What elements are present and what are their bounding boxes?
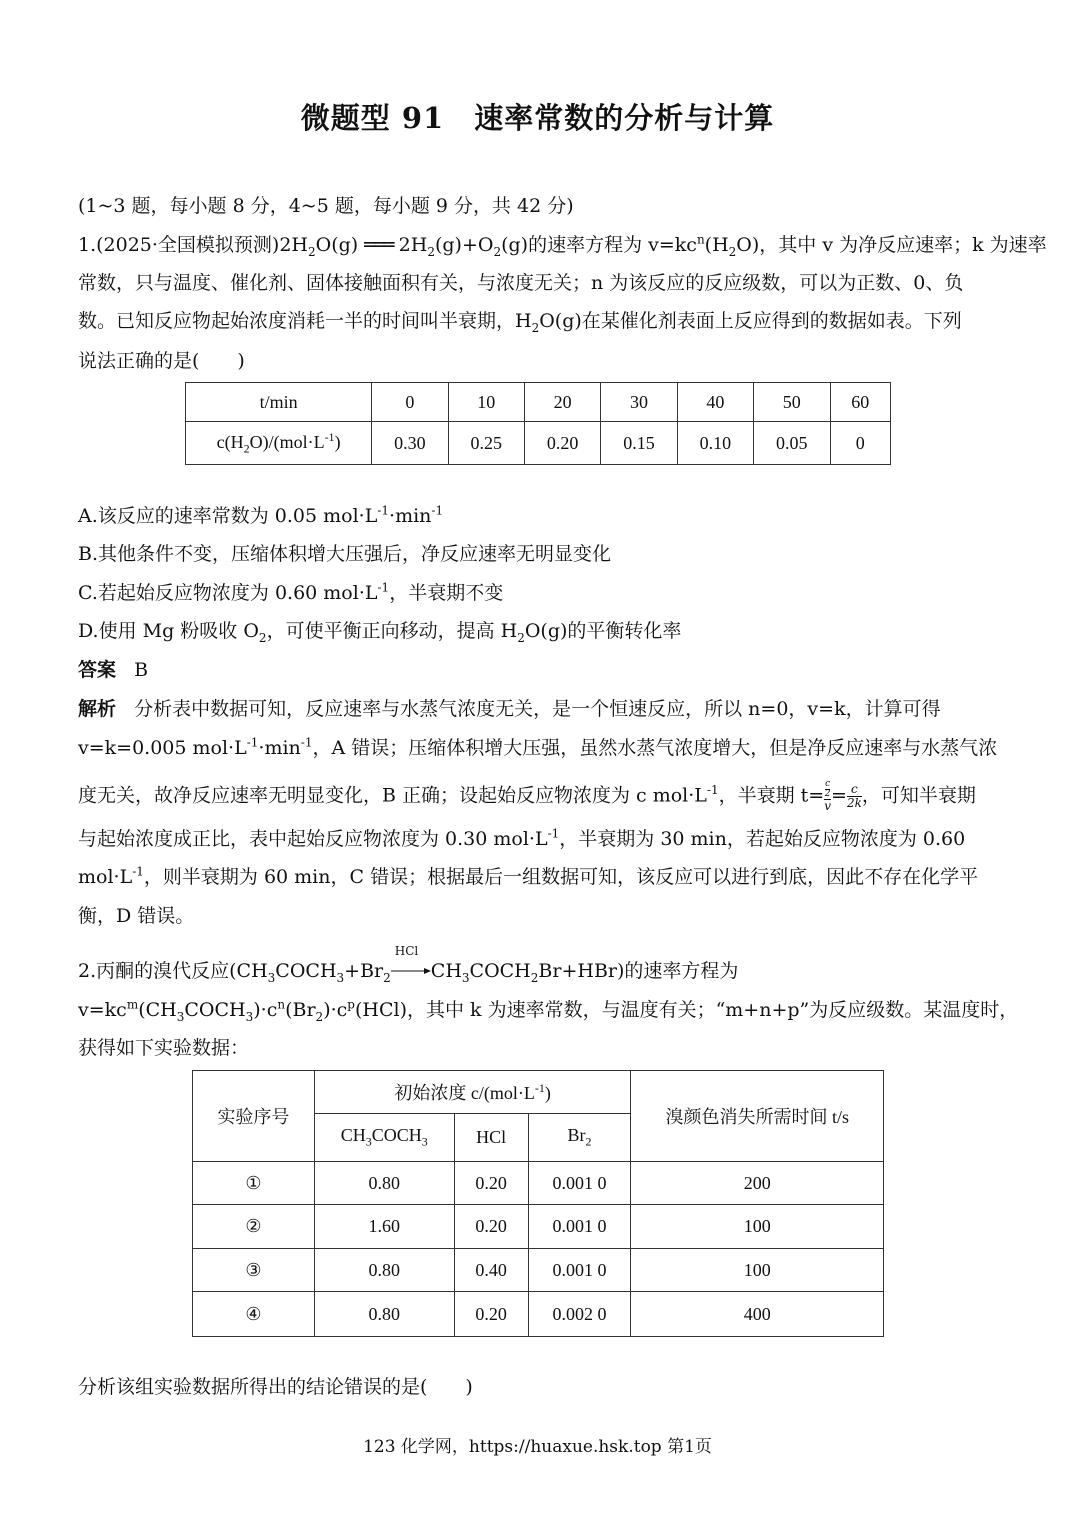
table-cell: 0.001 0 — [528, 1205, 631, 1249]
q1-option-a: A.该反应的速率常数为 0.05 $mol\cdot L^{-1}\cdot\min^{-1}$ — [78, 503, 444, 527]
scoring-note: (1~3 题，每小题 8 分，4~5 题，每小题 9 分，共 42 分) — [78, 195, 574, 217]
q1-analysis-line-4: 与起始浓度成正比，表中起始反应物浓度为 0.30 $mol\cdot L^{-1}$，半衰期为 30 min，若起始反应物浓度为 0.60 — [78, 826, 966, 850]
table-cell: 0.80 — [314, 1249, 454, 1292]
table-cell: 0 — [830, 422, 891, 465]
table-header-br2: $Br_2$ — [528, 1114, 631, 1162]
q2-data-table — [192, 1070, 884, 1337]
table-header-time: t/min — [186, 383, 372, 422]
table-cell: 0.20 — [454, 1162, 528, 1205]
table-cell: 60 — [830, 383, 891, 422]
q1-option-b: B.其他条件不变，压缩体积增大压强后，净反应速率无明显变化 — [78, 543, 612, 565]
q1-data-table — [185, 382, 891, 465]
table-cell: 0.05 — [754, 422, 830, 465]
table-row — [193, 1071, 884, 1114]
table-cell: 0.80 — [314, 1292, 454, 1337]
q1-option-c: C.若起始反应物浓度为 0.60 $mol\cdot L^{-1}$，半衰期不变 — [78, 580, 504, 604]
q2-line-2: $v=kc^m(CH_3COCH_3)\cdot c^n(Br_2)\cdot c^p(HCl)$，其中 k 为速率常数，与温度有关；“m+n+p”为反应级数。某温度时， — [78, 997, 1019, 1024]
table-header-hcl: HCl — [454, 1114, 528, 1162]
table-cell: 0.20 — [454, 1292, 528, 1337]
table-cell: 100 — [631, 1249, 884, 1292]
q1-analysis-line-3: 度无关，故净反应速率无明显变化，B 正确；设起始反应物浓度为 c $mol\cdot L^{-1}$，半衰期 t= $\frac{\frac{c}{2}}{v}$ = $\frac{c}{2k}$ ，可知半衰期 — [78, 779, 976, 813]
table-cell: 20 — [524, 383, 600, 422]
table-cell: 0.30 — [372, 422, 448, 465]
table-cell: ② — [193, 1205, 315, 1249]
table-row — [186, 422, 891, 465]
answer-value: B — [134, 659, 149, 681]
table-cell: 0.20 — [524, 422, 600, 465]
table-cell: 0.20 — [454, 1205, 528, 1249]
table-cell: 1.60 — [314, 1205, 454, 1249]
q1-line-2: 常数，只与温度、催化剂、固体接触面积有关，与浓度无关；n 为该反应的反应级数，可以为正数、0、负 — [78, 272, 964, 294]
table-cell: 0 — [372, 383, 448, 422]
table-header-time: 溴颜色消失所需时间 t/s — [631, 1071, 884, 1162]
analysis-label: 解析 — [78, 698, 117, 720]
table-cell: 50 — [754, 383, 830, 422]
table-header-acetone: $CH_3COCH_3$ — [314, 1114, 454, 1162]
table-cell: 0.002 0 — [528, 1292, 631, 1337]
q2-line-1: 2.丙酮的溴代反应($CH_3COCH_3+Br_2$ HCl $CH_3COCH_2Br+HBr$)的速率方程为 — [78, 944, 739, 985]
q2-line-3: 获得如下实验数据： — [78, 1037, 250, 1059]
answer-label: 答案 — [78, 659, 117, 681]
table-cell: ① — [193, 1162, 315, 1205]
table-cell: 0.40 — [454, 1249, 528, 1292]
q1-analysis-line-6: 衡，D 错误。 — [78, 905, 195, 927]
table-cell: 400 — [631, 1292, 884, 1337]
equals-sign: ═══ — [364, 234, 393, 256]
table-row — [193, 1292, 884, 1337]
q2-question: 分析该组实验数据所得出的结论错误的是( ) — [78, 1376, 473, 1398]
q1-line-3: 数。已知反应物起始浓度消耗一半的时间叫半衰期，$H_2O(g)$在某催化剂表面上反应得到的数据如表。下列 — [78, 310, 962, 335]
table-cell: 0.001 0 — [528, 1249, 631, 1292]
page-title: 微题型 91 速率常数的分析与计算 — [300, 101, 775, 135]
table-cell: 10 — [448, 383, 524, 422]
arrow-icon — [391, 966, 431, 976]
q1-analysis-line-2: v=k=0.005 $mol\cdot L^{-1}\cdot\min^{-1}$，A 错误；压缩体积增大压强，虽然水蒸气浓度增大，但是净反应速率与水蒸气浓 — [78, 735, 998, 759]
table-row — [193, 1205, 884, 1249]
table-header-no: 实验序号 — [193, 1071, 315, 1162]
table-row — [193, 1249, 884, 1292]
fraction-c-over-2k: $\frac{c}{2k}$ — [846, 782, 862, 810]
fraction-c2-over-v: $\frac{\frac{c}{2}}{v}$ — [824, 779, 832, 813]
table-header-conc: 初始浓度 $c/(mol\cdot L^{-1})$ — [314, 1071, 631, 1114]
table-row — [193, 1162, 884, 1205]
table-row — [186, 383, 891, 422]
reaction-arrow — [391, 944, 431, 982]
table-cell: 30 — [601, 383, 677, 422]
table-cell: 200 — [631, 1162, 884, 1205]
page-footer: 123 化学网，https://huaxue.hsk.top 第1页 — [363, 1437, 712, 1457]
q1-answer — [78, 655, 148, 682]
table-cell: 0.80 — [314, 1162, 454, 1205]
table-cell: 0.25 — [448, 422, 524, 465]
q1-analysis-line-1: 解析 分析表中数据可知，反应速率与水蒸气浓度无关，是一个恒速反应，所以 n=0，v=k，计算可得 — [78, 698, 941, 720]
table-cell: 0.15 — [601, 422, 677, 465]
table-cell: ③ — [193, 1249, 315, 1292]
table-cell: 0.001 0 — [528, 1162, 631, 1205]
q1-line-1: 1.(2025·全国模拟预测)$2H_2O(g)$ ═══ $2H_2(g)+O_2(g)$的速率方程为 $v=kc^n(H_2O)$，其中 v 为净反应速率；k 为速率 — [78, 232, 1047, 259]
table-cell: 0.10 — [677, 422, 753, 465]
q1-option-d: D.使用 Mg 粉吸收 $O_2$，可使平衡正向移动，提高 $H_2O(g)$的平衡转化率 — [78, 620, 682, 645]
table-cell: ④ — [193, 1292, 315, 1337]
table-cell: 40 — [677, 383, 753, 422]
q1-analysis-line-5: $mol\cdot L^{-1}$，则半衰期为 60 min，C 错误；根据最后一组数据可知，该反应可以进行到底，因此不存在化学平 — [78, 864, 979, 888]
q1-line-4: 说法正确的是( ) — [78, 350, 245, 372]
table-header-conc: $c(H_2O)/(mol\cdot L^{-1})$ — [186, 422, 372, 465]
catalyst-label: HCl — [394, 944, 419, 958]
table-cell: 100 — [631, 1205, 884, 1249]
